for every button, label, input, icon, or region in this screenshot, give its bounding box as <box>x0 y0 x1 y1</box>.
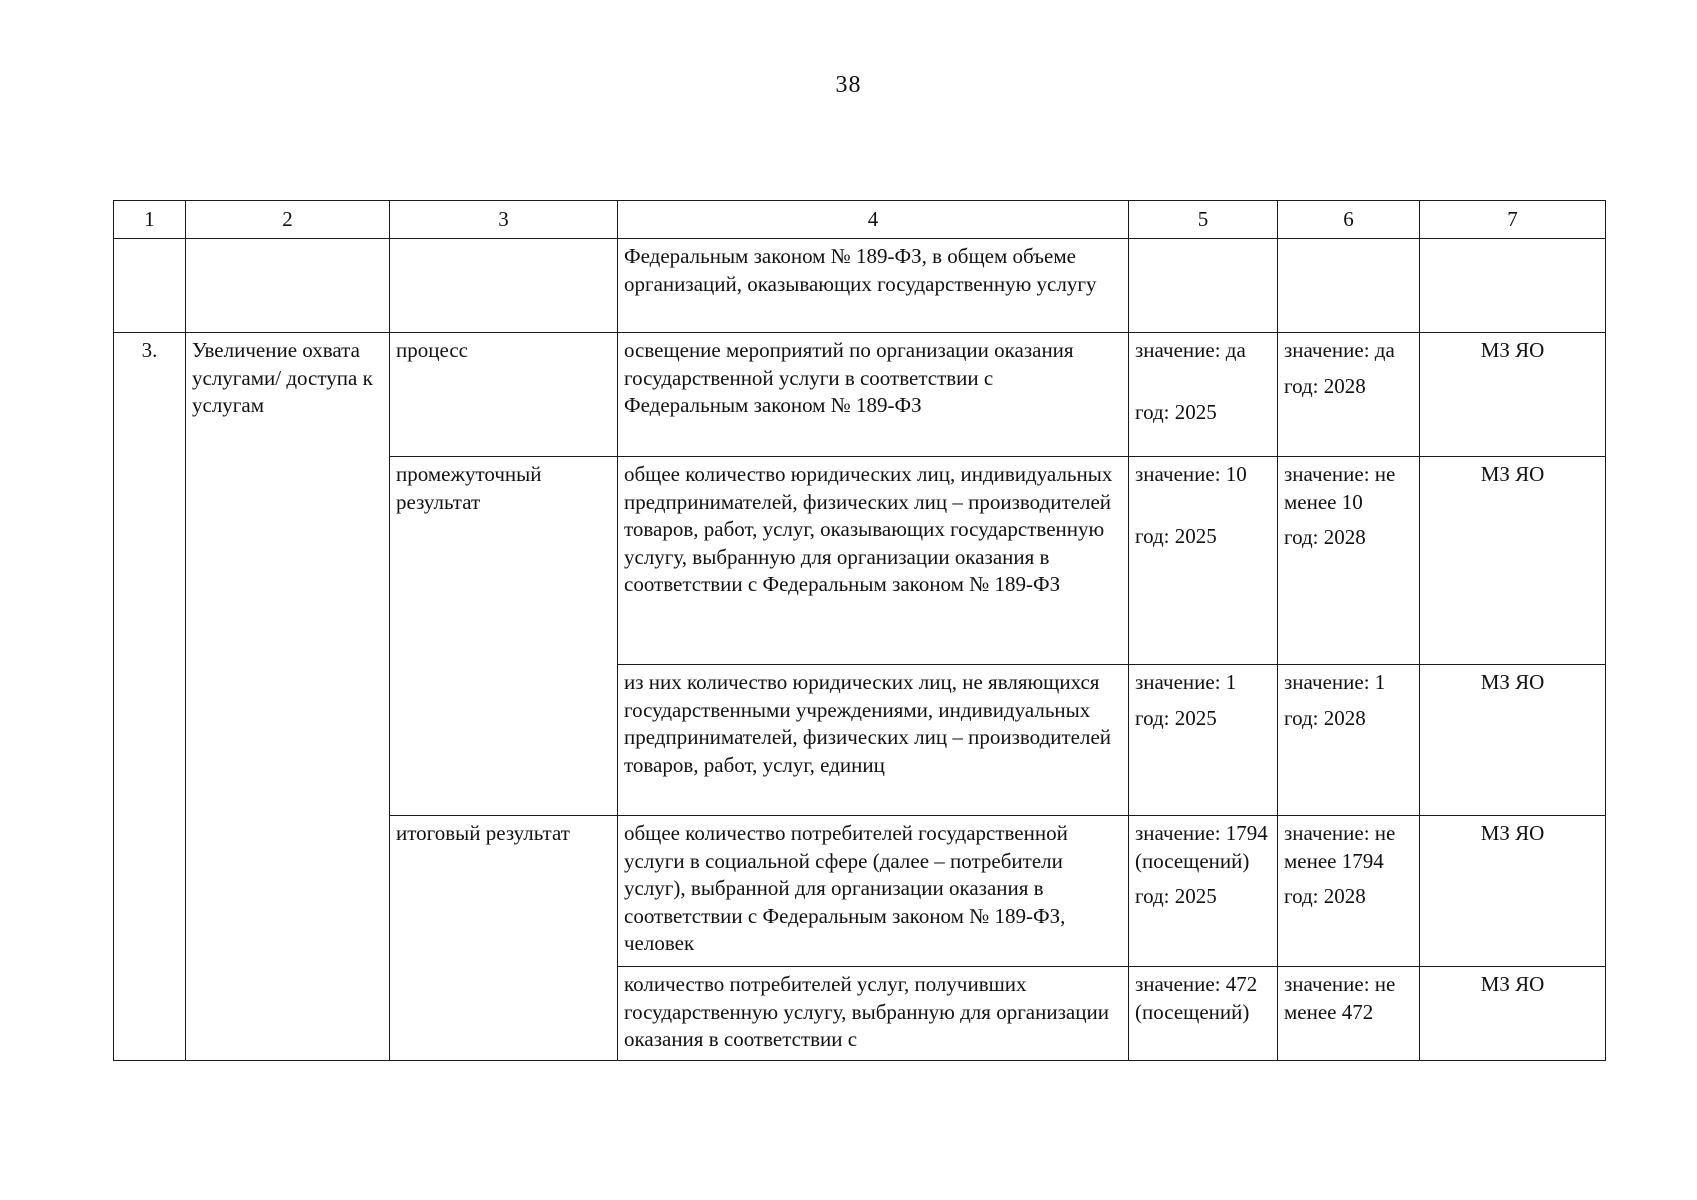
target-value: значение: не менее 1794 <box>1284 821 1396 873</box>
target-value-cell <box>1278 967 1420 1061</box>
column-number-row <box>114 201 1606 239</box>
column-number: 3 <box>390 201 618 239</box>
indicator-description: количество потребителей услуг, получивших государственную услугу, выбранную для организации оказания в соответствии с <box>618 967 1129 1061</box>
responsible-body: МЗ ЯО <box>1420 816 1606 967</box>
responsible-body: МЗ ЯО <box>1420 457 1606 665</box>
section-goal: Увеличение охвата услугами/ доступа к услугам <box>186 333 390 1061</box>
stage-label: процесс <box>390 333 618 457</box>
responsible-body: МЗ ЯО <box>1420 967 1606 1061</box>
target-value-cell <box>1278 665 1420 816</box>
indicator-description: Федеральным законом № 189-ФЗ, в общем объеме организаций, оказывающих государственную услугу <box>618 239 1129 333</box>
indicator-description: освещение мероприятий по организации оказания государственной услуги в соответствии с Федеральным законом № 189-ФЗ <box>618 333 1129 457</box>
base-value-cell <box>1129 333 1278 457</box>
base-value: значение: 10 <box>1135 462 1247 486</box>
column-number: 1 <box>114 201 186 239</box>
base-value: значение: 1 <box>1135 670 1237 694</box>
column-number: 2 <box>186 201 390 239</box>
page-number: 38 <box>835 72 862 98</box>
column-number: 5 <box>1129 201 1278 239</box>
column-number: 7 <box>1420 201 1606 239</box>
base-value: значение: 1794 (посещений) <box>1135 821 1268 873</box>
continuation-row <box>114 239 1606 333</box>
empty-cell <box>186 239 390 333</box>
section-number: 3. <box>114 333 186 1061</box>
empty-cell <box>114 239 186 333</box>
target-value-cell <box>1278 816 1420 967</box>
target-value: значение: 1 <box>1284 670 1386 694</box>
target-value-cell <box>1278 457 1420 665</box>
responsible-body: МЗ ЯО <box>1420 333 1606 457</box>
indicator-description: общее количество потребителей государственной услуги в социальной сфере (далее – потребители услуг), выбранной для организации оказания в соответствии с Федеральным законом № 189-ФЗ, человек <box>618 816 1129 967</box>
empty-cell <box>1420 239 1606 333</box>
base-value-cell <box>1129 665 1278 816</box>
base-value-cell <box>1129 816 1278 967</box>
empty-cell <box>390 239 618 333</box>
empty-cell <box>1278 239 1420 333</box>
target-year: год: 2028 <box>1284 525 1366 549</box>
responsible-body: МЗ ЯО <box>1420 665 1606 816</box>
indicator-description: из них количество юридических лиц, не являющихся государственными учреждениями, индивидуальных предпринимателей, физических лиц – производителей товаров, работ, услуг, единиц <box>618 665 1129 816</box>
base-year: год: 2025 <box>1135 523 1217 548</box>
base-year: год: 2025 <box>1135 399 1217 424</box>
stage-label: итоговый результат <box>390 816 618 1061</box>
empty-cell <box>1129 239 1278 333</box>
stage-label: промежуточный результат <box>390 457 618 816</box>
target-value: значение: да <box>1284 338 1395 362</box>
table-row <box>114 333 1606 457</box>
base-year: год: 2025 <box>1135 705 1217 730</box>
target-year: год: 2028 <box>1284 884 1366 908</box>
base-value-cell <box>1129 967 1278 1061</box>
column-number: 4 <box>618 201 1129 239</box>
target-value: значение: не менее 10 <box>1284 462 1396 514</box>
indicators-table <box>113 200 1606 1061</box>
base-value: значение: 472 (посещений) <box>1135 972 1258 1024</box>
indicator-description: общее количество юридических лиц, индивидуальных предпринимателей, физических лиц – производителей товаров, работ, услуг, оказывающих государственную услугу, выбранную для организации оказания в соответствии с Федеральным законом № 189-ФЗ <box>618 457 1129 665</box>
base-value: значение: да <box>1135 338 1246 362</box>
target-year: год: 2028 <box>1284 373 1366 398</box>
target-value: значение: не менее 472 <box>1284 972 1396 1024</box>
column-number: 6 <box>1278 201 1420 239</box>
target-year: год: 2028 <box>1284 705 1366 730</box>
base-value-cell <box>1129 457 1278 665</box>
base-year: год: 2025 <box>1135 884 1217 908</box>
target-value-cell <box>1278 333 1420 457</box>
